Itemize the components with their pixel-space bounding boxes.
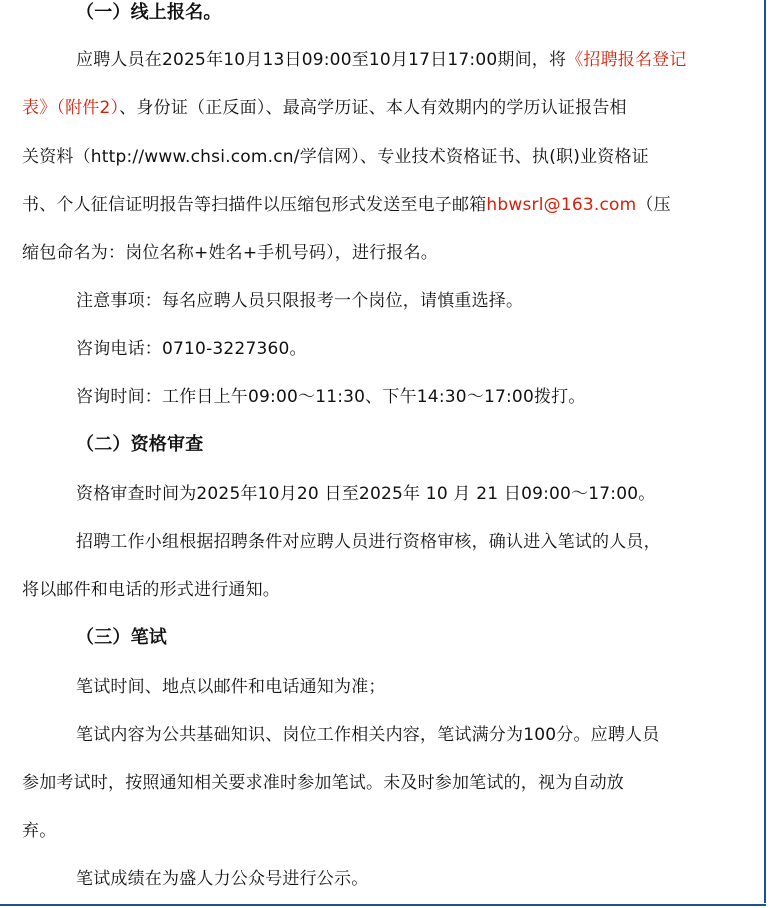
documents-list-text: 、身份证（正反面）、最高学历证、本人有效期内的学历认证报告相 [119,98,627,118]
bottom-border-line [0,904,766,906]
paragraph-line: 缩包命名为：岗位名称+姓名+手机号码），进行报名。 [22,243,438,263]
consultation-phone-text: 咨询电话：0710-3227360。 [76,339,307,359]
paragraph-line: 笔试内容为公共基础知识、岗位工作相关内容，笔试满分为100分。应聘人员 [76,725,660,745]
consultation-time-text: 咨询时间：工作日上午09:00～11:30、下午14:30～17:00拨打。 [76,387,586,407]
paragraph-line [22,94,627,122]
filename-note-start: （压 [636,195,671,215]
email-address: hbwsrl@163.com [486,195,637,215]
paragraph-line [22,191,671,219]
paragraph-line [76,46,687,74]
paragraph-line: 参加考试时，按照通知相关要求准时参加笔试。未及时参加笔试的，视为自动放 [22,773,624,793]
section-heading-written-exam: （三）笔试 [76,627,167,648]
review-period-text: 资格审查时间为2025年10月20 日至2025年 10 月 21 日09:00～17:00。 [76,484,656,504]
notice-text: 注意事项：每名应聘人员只限报考一个岗位，请慎重选择。 [76,291,524,311]
registration-period-text: 应聘人员在2025年10月13日09:00至10月17日17:00期间，将 [76,50,567,70]
attachment-reference-text: 表》（附件2） [22,98,120,118]
paragraph-line: 关资料（http://www.chsi.com.cn/学信网）、专业技术资格证书、执(职)业资格证 [22,147,649,167]
paragraph-line: 招聘工作小组根据招聘条件对应聘人员进行资格审核，确认进入笔试的人员， [76,532,661,552]
section-heading-qualification-review: （二）资格审查 [76,434,204,455]
paragraph-line: 弃。 [22,821,57,841]
exam-results-text: 笔试成绩在为盛人力公众号进行公示。 [76,869,369,889]
registration-form-link-text: 《招聘报名登记 [566,50,687,70]
submission-instruction-text: 书、个人征信证明报告等扫描件以压缩包形式发送至电子邮箱 [22,195,487,215]
paragraph-line: 将以邮件和电话的形式进行通知。 [22,580,280,600]
exam-time-location-text: 笔试时间、地点以邮件和电话通知为准； [76,677,386,697]
right-border-line [764,0,766,903]
section-heading-online-registration: （一）线上报名。 [76,2,222,23]
